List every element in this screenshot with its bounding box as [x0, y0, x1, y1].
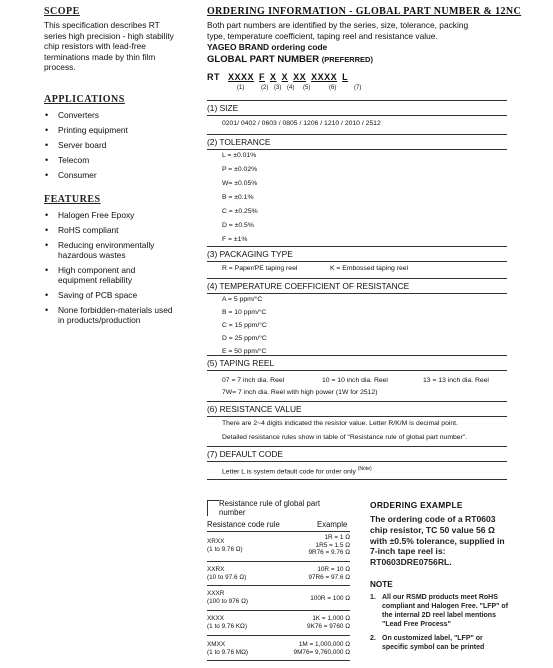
- tc-item: D = 25 ppm/°C: [222, 335, 267, 342]
- divider: [207, 610, 350, 611]
- packaging-item: R = Paper/PE taping reel: [222, 265, 298, 272]
- table-title-line: number: [219, 508, 246, 517]
- scope-line: process.: [44, 62, 76, 72]
- tc-item: E = 50 ppm/°C: [222, 348, 267, 355]
- list-item: • Consumer: [44, 170, 194, 180]
- intro-line: Both part numbers are identified by the series, size, tolerance, packing: [207, 20, 469, 30]
- tolerance-item: L = ±0.01%: [222, 152, 257, 159]
- note-line: compliant and Halogen Free. "LFP" of: [382, 603, 509, 610]
- table-col-code: Resistance code rule: [207, 520, 280, 529]
- tolerance-item: C = ±0.25%: [222, 208, 258, 215]
- part-number-pattern: [207, 72, 407, 82]
- packaging-item: K = Embossed taping reel: [330, 265, 409, 272]
- list-item: [44, 240, 204, 260]
- note-number: 1.: [370, 594, 376, 601]
- list-item-text: • High component and: [58, 265, 136, 275]
- example-line: The ordering code of a RT0603: [370, 514, 496, 524]
- list-item-text: • Reducing environmentally: [58, 240, 155, 250]
- table-row-examples: [310, 595, 350, 603]
- table-cell-code: XMXX: [207, 641, 226, 648]
- gpn-preferred: (PREFERRED): [321, 55, 373, 64]
- divider: [207, 134, 507, 135]
- pn-part: F: [259, 72, 266, 82]
- divider: [207, 293, 507, 294]
- default-text: [222, 466, 372, 475]
- ordering-heading: ORDERING INFORMATION - GLOBAL PART NUMBER & 12NC: [207, 6, 522, 17]
- divider: [207, 660, 350, 661]
- divider: [207, 561, 350, 562]
- table-title: [219, 499, 320, 517]
- tolerance-item: F = ±1%: [222, 236, 248, 243]
- gpn-title: GLOBAL PART NUMBER: [207, 54, 320, 65]
- table-cell-code: XXXR: [207, 590, 225, 597]
- tolerance-item: P = ±0.02%: [222, 166, 258, 173]
- packaging-heading: (3) PACKAGING TYPE: [207, 249, 293, 259]
- note-line: specific symbol can be printed: [382, 644, 485, 651]
- table-row-examples: [308, 534, 350, 557]
- pn-part: L: [342, 72, 349, 82]
- pn-index: (4): [287, 85, 295, 91]
- taping-item: 07 = 7 inch dia. Reel: [222, 377, 285, 384]
- pn-part: X: [281, 72, 289, 82]
- divider: [207, 531, 350, 532]
- table-row-examples: [294, 641, 350, 656]
- table-cell-example: 1R5 = 1.5 Ω: [315, 541, 350, 549]
- brand-label: YAGEO BRAND ordering code: [207, 42, 328, 52]
- taping-item: 10 = 10 inch dia. Reel: [322, 377, 388, 384]
- table-cell-code: XXRX: [207, 566, 225, 573]
- divider: [207, 461, 507, 462]
- pn-index: (3): [274, 85, 282, 91]
- resistance-text: Detailed resistance rules show in table of "Resistance rule of global part number".: [222, 434, 468, 441]
- table-cell-example: 9M76= 9,760,000 Ω: [293, 648, 350, 656]
- example-line: with ±0.5% tolerance, supplied in: [370, 535, 505, 546]
- list-item-text: Saving of PCB space: [58, 290, 138, 300]
- list-item: [44, 290, 204, 300]
- example-text: [370, 514, 545, 568]
- scope-line: This specification describes RT: [44, 20, 160, 30]
- resistance-heading: (6) RESISTANCE VALUE: [207, 404, 302, 414]
- list-item: • Telecom: [44, 155, 194, 165]
- list-item-text: in products/production: [58, 315, 141, 325]
- applications-list: [44, 110, 194, 185]
- pn-index: (7): [354, 85, 362, 91]
- taping-item: 13 = 13 inch dia. Reel: [423, 377, 489, 384]
- tc-item: C = 15 ppm/°C: [222, 322, 267, 329]
- table-row: [207, 615, 247, 630]
- list-item: • Server board: [44, 140, 194, 150]
- note-line: All our RSMD products meet RoHS: [382, 594, 498, 601]
- pn-index: (2): [261, 85, 269, 91]
- size-heading: (1) SIZE: [207, 103, 239, 113]
- note-item-1: [370, 593, 545, 629]
- table-cell-range: (1 to 9.76 KΩ): [207, 622, 247, 630]
- pn-prefix: RT: [207, 72, 220, 82]
- scope-text: [44, 20, 194, 73]
- table-row: [207, 590, 248, 605]
- divider: [207, 635, 350, 636]
- example-line: RT0603DRE0756RL.: [370, 557, 452, 568]
- divider: [207, 149, 507, 150]
- tc-item: A = 5 ppm/°C: [222, 296, 263, 303]
- applications-heading: APPLICATIONS: [44, 94, 125, 105]
- pn-part: XX: [293, 72, 307, 82]
- scope-line: chip resistors with lead-free: [44, 41, 146, 51]
- tolerance-item: B = ±0.1%: [222, 194, 254, 201]
- table-cell-example: 10R = 10 Ω: [317, 566, 350, 573]
- list-item: [44, 210, 204, 220]
- table-cell-code: XRXX: [207, 538, 225, 545]
- table-row-examples: [308, 566, 350, 581]
- table-cell-example: 9K76 = 9760 Ω: [307, 622, 350, 630]
- table-title-line: Resistance rule of global part: [219, 499, 320, 508]
- taping-item: 7W= 7 inch dia. Reel with high power (1W for 2512): [222, 389, 378, 396]
- divider: [207, 416, 507, 417]
- table-cell-example: 1M = 1,000,000 Ω: [298, 641, 350, 648]
- pn-index: (6): [329, 85, 337, 91]
- scope-heading: SCOPE: [44, 6, 80, 17]
- intro-line: type, temperature coefficient, taping reel and resistance value.: [207, 30, 438, 41]
- table-row: [207, 538, 243, 553]
- scope-line: terminations made by thin film: [44, 51, 156, 62]
- list-item-text: Halogen Free Epoxy: [58, 210, 135, 220]
- note-line: On customized label, "LFP" or: [382, 635, 483, 642]
- size-values: 0201/ 0402 / 0603 / 0805 / 1206 / 1210 / 2010 / 2512: [222, 120, 381, 127]
- tolerance-heading: (2) TOLERANCE: [207, 137, 271, 147]
- pn-index: (5): [303, 85, 311, 91]
- list-item: • Printing equipment: [44, 125, 194, 135]
- example-line: 7-inch tape reel is:: [370, 546, 446, 557]
- table-cell-range: (1 to 9.76 MΩ): [207, 648, 249, 656]
- tolerance-item: W= ±0.05%: [222, 180, 258, 187]
- divider: [207, 401, 507, 402]
- table-row: [207, 641, 248, 656]
- table-cell-range: (1 to 9.76 Ω): [207, 545, 243, 553]
- default-heading: (7) DEFAULT CODE: [207, 449, 284, 459]
- divider: [207, 278, 507, 279]
- example-heading: ORDERING EXAMPLE: [370, 500, 463, 510]
- pn-index-row: [207, 85, 407, 93]
- list-item: [44, 265, 204, 285]
- table-col-example: Example: [317, 520, 348, 529]
- list-item-text: RoHS compliant: [58, 225, 119, 235]
- note-item-2: [370, 634, 545, 652]
- features-list: [44, 210, 204, 330]
- divider: [207, 446, 507, 447]
- taping-heading: (5) TAPING REEL: [207, 358, 275, 368]
- default-text-main: Letter L is system default code for order only: [222, 468, 356, 476]
- tc-item: B = 10 ppm/°C: [222, 309, 267, 316]
- divider: [207, 355, 507, 356]
- divider: [207, 585, 350, 586]
- list-item: • Converters: [44, 110, 194, 120]
- table-row: [207, 566, 246, 581]
- pn-part: X: [270, 72, 277, 82]
- pn-index: (1): [237, 85, 245, 91]
- ordering-intro: [207, 20, 527, 41]
- pn-part: XXXX: [228, 72, 255, 82]
- list-item-text: hazardous wastes: [58, 250, 126, 260]
- table-corner-line: [207, 500, 208, 516]
- table-cell-example: 1R = 1 Ω: [324, 534, 350, 541]
- divider: [207, 115, 507, 116]
- table-cell-example: 9R76 = 9.76 Ω: [308, 549, 350, 557]
- list-item: [44, 225, 204, 235]
- note-line: "Lead Free Process": [382, 621, 451, 628]
- resistance-text: There are 2~4 digits indicated the resistor value. Letter R/K/M is decimal point.: [222, 420, 458, 427]
- note-line: the internal 2D reel label mentions: [382, 612, 496, 619]
- divider: [207, 246, 507, 247]
- pn-part: XXXX: [311, 72, 338, 82]
- note-heading: NOTE: [370, 580, 393, 589]
- gpn-label: [207, 54, 373, 65]
- table-cell-example: 1K = 1,000 Ω: [312, 615, 350, 622]
- table-corner-line: [207, 500, 219, 501]
- scope-line: series high precision - high stability: [44, 30, 174, 41]
- divider: [207, 370, 507, 371]
- divider: [207, 479, 507, 480]
- table-cell-code: XKXX: [207, 615, 225, 622]
- list-item-text: • None forbidden-materials used: [58, 305, 173, 315]
- table-cell-range: (100 to 976 Ω): [207, 597, 249, 605]
- divider: [207, 261, 507, 262]
- table-cell-example: 97R6 = 97.6 Ω: [308, 573, 350, 581]
- list-item-text: equipment reliability: [58, 275, 133, 285]
- features-heading: FEATURES: [44, 194, 101, 205]
- table-cell-example: 100R = 100 Ω: [310, 595, 350, 602]
- tc-heading: (4) TEMPERATURE COEFFICIENT OF RESISTANCE: [207, 281, 410, 291]
- example-line: chip resistor, TC 50 value 56 Ω: [370, 524, 495, 535]
- tolerance-item: D = ±0.5%: [222, 222, 254, 229]
- default-note-ref: (Note): [357, 466, 372, 472]
- table-cell-range: (10 to 97.6 Ω): [207, 573, 247, 581]
- table-row-examples: [307, 615, 350, 630]
- note-number: 2.: [370, 635, 376, 642]
- divider: [207, 100, 507, 101]
- list-item: [44, 305, 204, 325]
